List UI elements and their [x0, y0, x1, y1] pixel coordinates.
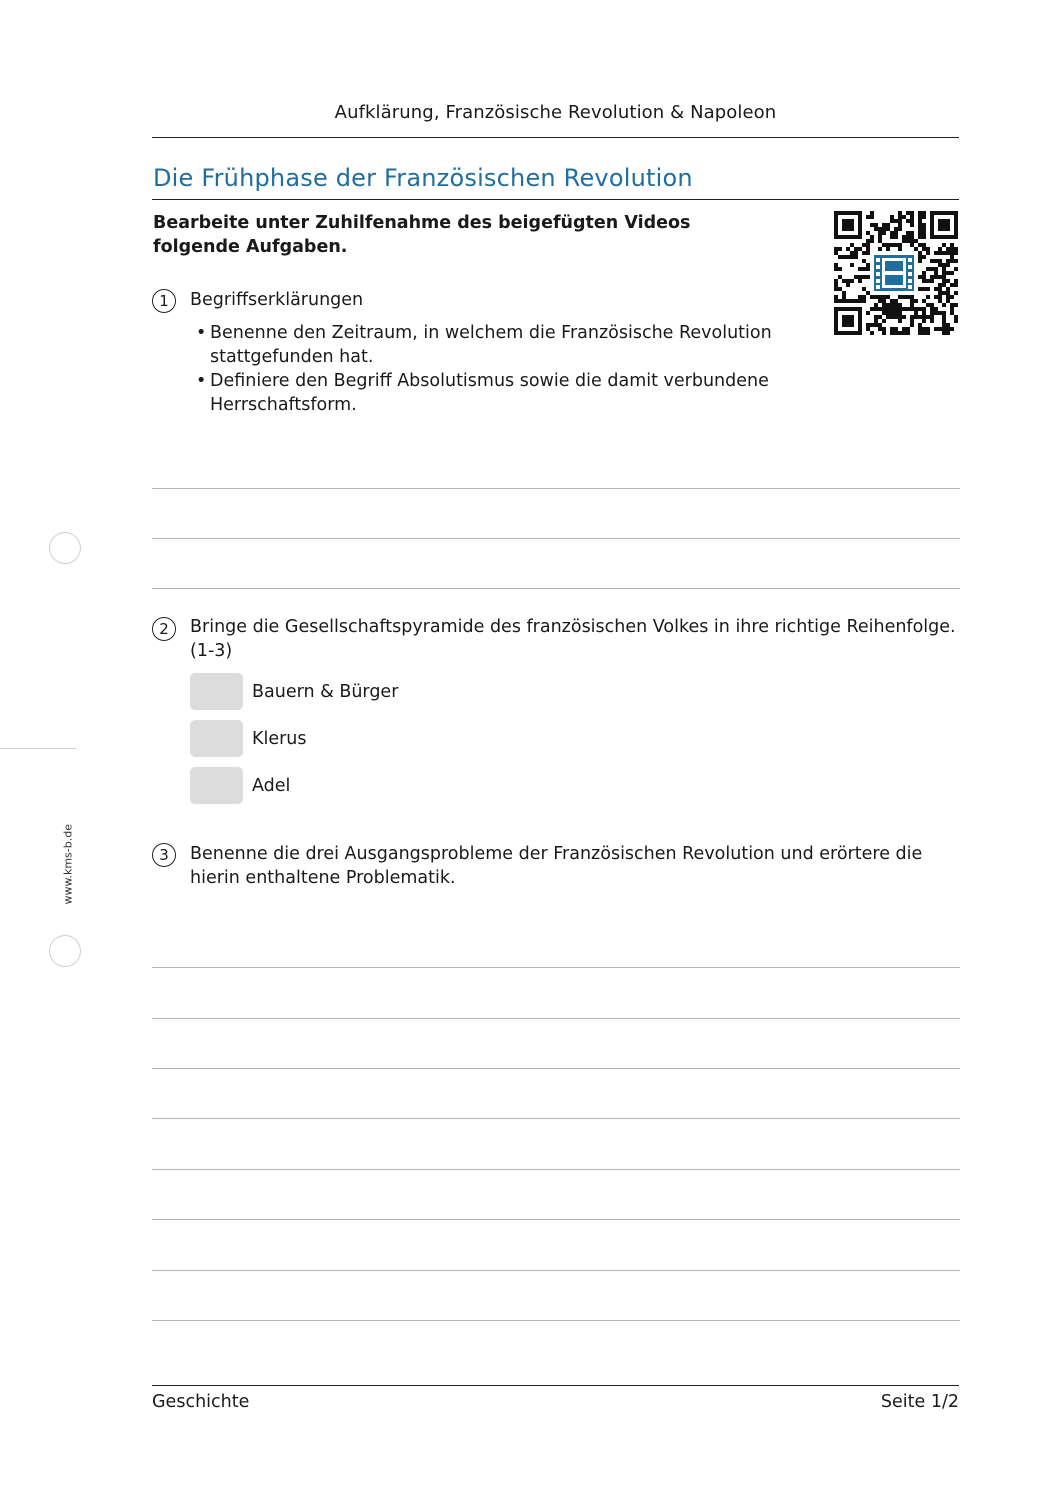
footer-subject: Geschichte — [152, 1392, 250, 1412]
answer-line[interactable] — [152, 1320, 960, 1321]
task-2-title: Bringe die Gesellschaftspyramide des französischen Volkes in ihre richtige Reihenfolge. (1-3) — [190, 617, 956, 661]
fold-mark — [0, 748, 76, 749]
answer-line[interactable] — [152, 1068, 960, 1069]
answer-line[interactable] — [152, 1169, 960, 1170]
punch-hole-mark — [49, 532, 81, 564]
document-header-title: Aufklärung, Französische Revolution & Napoleon — [334, 102, 777, 123]
task-1-bullet-list — [192, 321, 792, 417]
qr-code — [834, 211, 958, 335]
answer-line[interactable] — [152, 588, 960, 589]
answer-line[interactable] — [152, 1018, 960, 1019]
task-1-number: 1 — [152, 289, 176, 313]
task-3-title: Benenne die drei Ausgangsprobleme der Französischen Revolution und erörtere die hierin enthaltene Problematik. — [190, 844, 923, 888]
header-divider — [152, 137, 959, 138]
instructions: Bearbeite unter Zuhilfenahme des beigefügten Videos folgende Aufgaben. — [153, 213, 691, 257]
task-2-number: 2 — [152, 617, 176, 641]
order-item-label: Bauern & Bürger — [252, 682, 399, 702]
order-item-label: Adel — [252, 776, 291, 796]
order-item-label: Klerus — [252, 729, 307, 749]
answer-line[interactable] — [152, 1219, 960, 1220]
task-1-title: Begriffserklärungen — [190, 290, 364, 310]
answer-line[interactable] — [152, 538, 960, 539]
side-website-url: www.kms-b.de — [61, 824, 75, 905]
title-divider — [152, 199, 959, 200]
answer-line[interactable] — [152, 1118, 960, 1119]
footer-page-number: Seite 1/2 — [880, 1392, 959, 1412]
task-1-bullet: • Definiere den Begriff Absolutismus sowie die damit verbundene Herrschaftsform. — [192, 369, 792, 417]
answer-line[interactable] — [152, 488, 960, 489]
punch-hole-mark — [49, 935, 81, 967]
order-input-box[interactable] — [190, 673, 243, 710]
task-1-bullet: • Benenne den Zeitraum, in welchem die Französische Revolution stattgefunden hat. — [192, 321, 792, 369]
order-input-box[interactable] — [190, 767, 243, 804]
answer-line[interactable] — [152, 1270, 960, 1271]
answer-line[interactable] — [152, 967, 960, 968]
footer-divider — [152, 1385, 959, 1386]
order-input-box[interactable] — [190, 720, 243, 757]
page-title: Die Frühphase der Französischen Revolution — [153, 164, 693, 192]
task-3-number: 3 — [152, 843, 176, 867]
film-icon — [870, 251, 918, 295]
